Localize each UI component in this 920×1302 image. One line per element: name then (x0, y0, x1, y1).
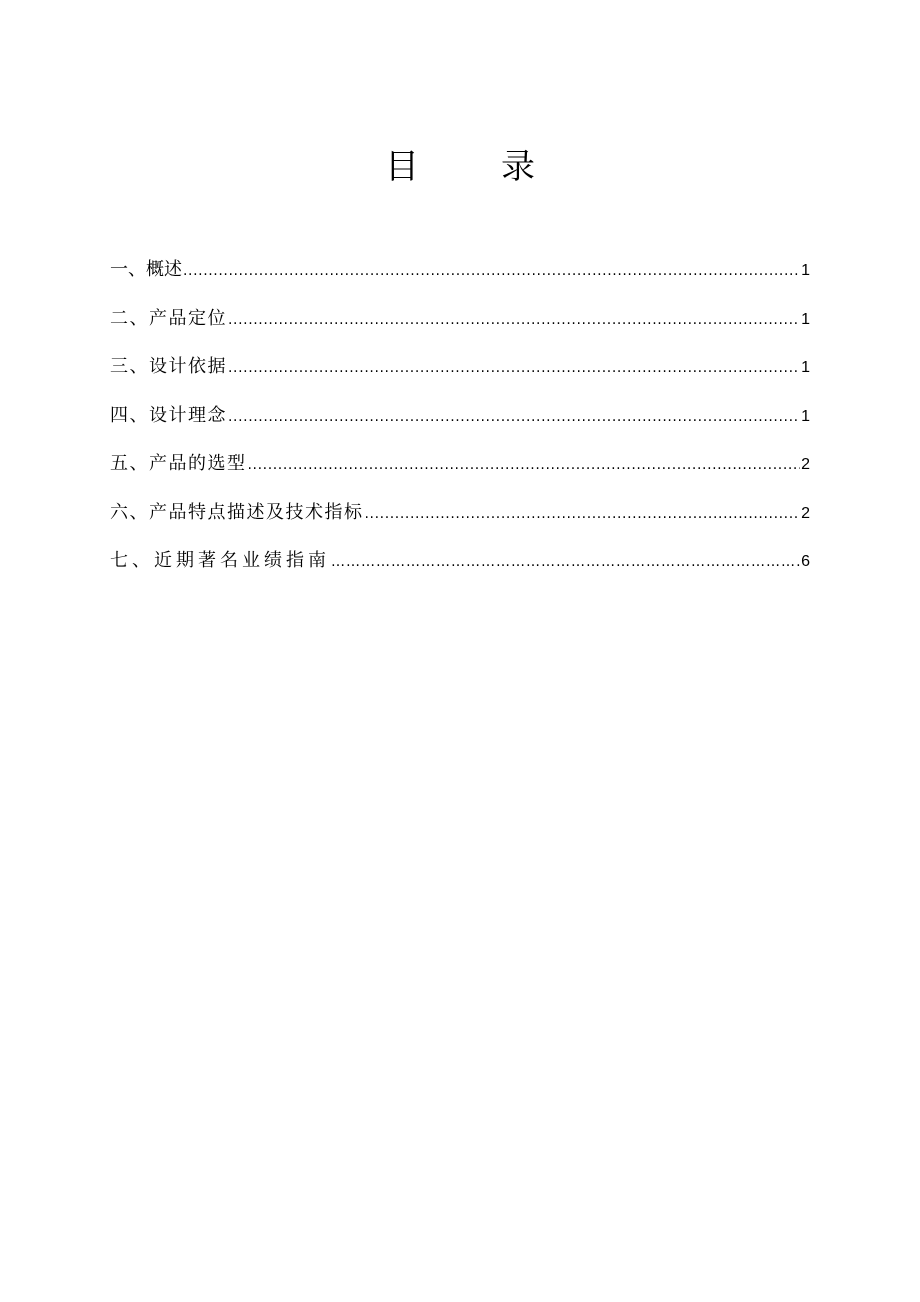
table-of-contents (110, 252, 810, 592)
toc-page-number: 1 (801, 359, 810, 376)
toc-entry-recent-projects[interactable] (110, 543, 810, 592)
toc-entry-label: 三、设计依据 (110, 356, 227, 377)
toc-page-number: 6 (801, 553, 810, 570)
toc-entry-label: 二、产品定位 (110, 307, 227, 329)
toc-page-number: 2 (801, 504, 810, 522)
toc-entry-label: 六、产品特点描述及技术指标 (110, 501, 364, 523)
toc-entry-label: 四、设计理念 (110, 404, 227, 426)
toc-page-number: 1 (801, 407, 810, 425)
toc-entry-features-specs[interactable] (110, 495, 810, 544)
toc-title-char-2: 录 (501, 147, 535, 187)
toc-dot-leader (228, 399, 800, 435)
toc-entry-design-basis[interactable] (110, 349, 810, 398)
toc-entry-label: 七、近期著名业绩指南 (110, 550, 330, 571)
toc-entry-design-concept[interactable] (110, 398, 810, 447)
toc-entry-label: 五、产品的选型 (110, 453, 247, 474)
toc-entry-label: 一、概述 (110, 259, 182, 280)
toc-dot-leader (228, 302, 800, 338)
toc-entry-product-selection[interactable] (110, 446, 810, 495)
toc-dot-leader (183, 253, 800, 289)
toc-ellipsis-leader (331, 544, 800, 580)
toc-dot-leader (248, 447, 801, 483)
toc-page-number: 2 (801, 456, 810, 473)
toc-title (0, 143, 920, 191)
toc-page-number: 1 (801, 310, 810, 328)
toc-entry-positioning[interactable] (110, 301, 810, 350)
toc-dot-leader (228, 350, 800, 386)
toc-page-number: 1 (801, 262, 810, 279)
toc-entry-overview[interactable] (110, 252, 810, 301)
toc-dot-leader (365, 496, 801, 532)
toc-title-char-1: 目 (385, 147, 419, 187)
